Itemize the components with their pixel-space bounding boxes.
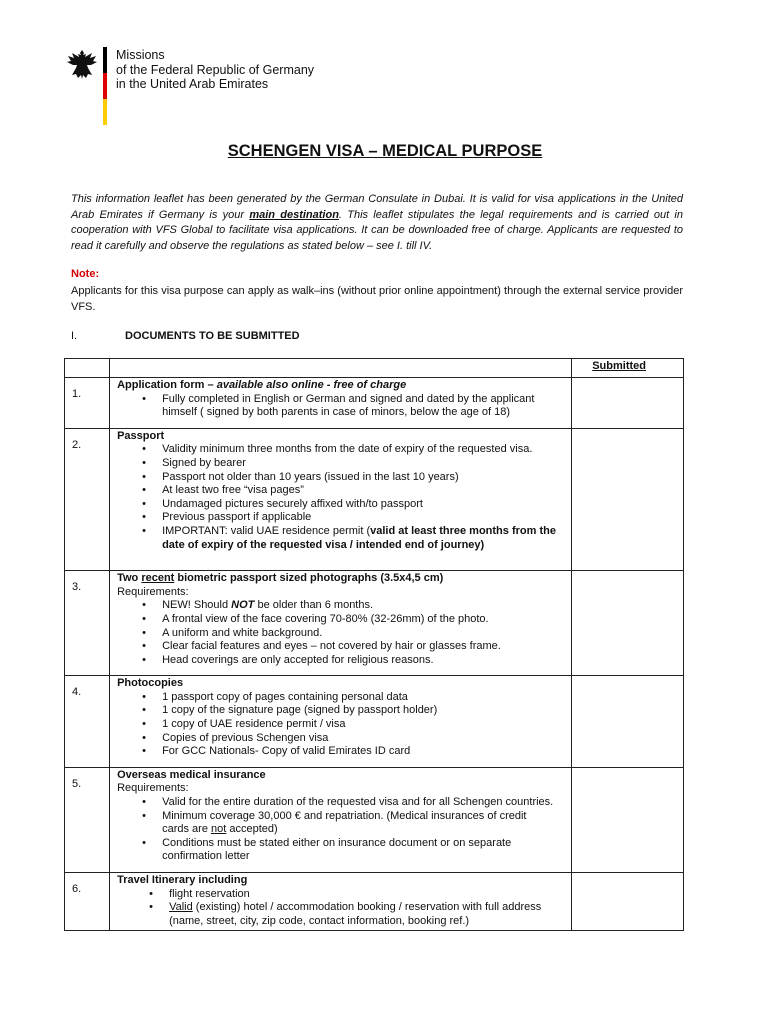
list-item-underlined: not (211, 823, 227, 836)
list-item (162, 599, 567, 613)
row-title (117, 572, 567, 586)
flag-black (103, 47, 107, 73)
list-item: • 1 copy of the signature page (signed by passport holder) (162, 704, 567, 718)
list-item (162, 525, 567, 552)
list-item: • Previous passport if applicable (162, 511, 567, 525)
federal-eagle-icon (66, 48, 98, 80)
list-item: • Conditions must be stated either on insurance document or on separate confirmation letter (162, 837, 567, 864)
row-title-underlined: recent (141, 572, 175, 585)
requirement-list (117, 393, 567, 420)
requirements-label: Requirements: (117, 585, 189, 598)
list-item-prefix: IMPORTANT: valid UAE residence permit ( (162, 524, 371, 537)
list-item-pre: NEW! Should (162, 599, 232, 612)
requirement-list (117, 443, 567, 552)
row-number: 5. (65, 767, 110, 872)
mission-name (116, 48, 314, 92)
mission-line-3: in the United Arab Emirates (116, 77, 269, 91)
submitted-checkbox-cell[interactable] (571, 571, 683, 676)
list-item-post: accepted) (226, 823, 278, 836)
mission-line-1: Missions (116, 48, 165, 62)
row-title: Passport (117, 429, 165, 442)
row-number: 4. (65, 676, 110, 768)
table-row (65, 873, 684, 931)
row-title: Travel Itinerary including (117, 874, 248, 886)
header-cell-content (110, 359, 572, 378)
intro-paragraph (71, 192, 683, 254)
german-flag-bar (103, 47, 107, 125)
submitted-header: Submitted (571, 359, 683, 378)
row-title-post: biometric passport sized photographs (3.5x4,5 cm) (174, 572, 444, 585)
submitted-checkbox-cell[interactable] (571, 767, 683, 872)
list-item-underlined: Valid (169, 901, 193, 914)
row-content (110, 378, 572, 429)
row-content (110, 676, 572, 768)
row-title: Overseas medical insurance (117, 768, 266, 781)
table-row (65, 767, 684, 872)
row-title-pre: Two (117, 572, 142, 585)
list-item (162, 810, 567, 837)
row-content (110, 428, 572, 570)
row-content (110, 571, 572, 676)
submitted-checkbox-cell[interactable] (571, 428, 683, 570)
list-item-post: (existing) hotel / accommodation booking / reservation with full address (name, street, city, zip code, contact information, booking ref.) (169, 901, 542, 927)
list-item: • Clear facial features and eyes – not covered by hair or glasses frame. (162, 640, 567, 654)
list-item: • At least two free “visa pages” (162, 484, 567, 498)
submitted-checkbox-cell[interactable] (571, 676, 683, 768)
list-item: • For GCC Nationals- Copy of valid Emirates ID card (162, 745, 567, 759)
intro-emphasis: main destination (249, 208, 339, 221)
intro-part-1: This information leaflet has been generated by the German Consulate in Dubai. It is valid for visa applications in the United Arab Emirates if Germany is your (71, 193, 683, 221)
intro-part-2: . This leaflet stipulates the legal requirements and is carried out in cooperation with VFS Global to facilitate visa applications. It can be downloaded free of charge. Applicants are requested to read it carefully and observe the regulations as stated below – see I. till IV. (71, 208, 683, 252)
row-content (110, 767, 572, 872)
row-number: 3. (65, 571, 110, 676)
list-item: • Undamaged pictures securely affixed with/to passport (162, 498, 567, 512)
row-content (110, 873, 572, 931)
note-text: Applicants for this visa purpose can apply as walk–ins (without prior online appointment) through the external service provider VFS. (71, 285, 683, 313)
row-title (117, 379, 567, 393)
section-title: DOCUMENTS TO BE SUBMITTED (125, 330, 300, 342)
row-number: 1. (65, 378, 110, 429)
mission-line-2: of the Federal Republic of Germany (116, 62, 315, 77)
list-item: • 1 passport copy of pages containing personal data (162, 691, 567, 705)
row-title: Photocopies (117, 677, 184, 690)
list-item-emphasis: NOT (231, 599, 255, 612)
list-item: • Passport not older than 10 years (issued in the last 10 years) (162, 471, 567, 485)
documents-table (64, 358, 684, 931)
list-item-post: be older than 6 months. (254, 599, 374, 612)
list-item: • Valid for the entire duration of the requested visa and for all Schengen countries. (162, 796, 567, 810)
list-item: • A frontal view of the face covering 70-80% (32-26mm) of the photo. (162, 613, 567, 627)
flag-red (103, 73, 107, 99)
table-row (65, 428, 684, 570)
note-label: Note: (71, 268, 100, 280)
row-number: 2. (65, 428, 110, 570)
list-item: • 1 copy of UAE residence permit / visa (162, 718, 567, 732)
list-item: • Validity minimum three months from the date of expiry of the requested visa. (162, 443, 567, 457)
list-item: • flight reservation (169, 888, 567, 902)
list-item: • Copies of previous Schengen visa (162, 732, 567, 746)
page-title: SCHENGEN VISA – MEDICAL PURPOSE (227, 142, 543, 160)
submitted-checkbox-cell[interactable] (571, 873, 683, 931)
row-title-italic: available also online - free of charge (216, 379, 407, 391)
list-item: • Signed by bearer (162, 457, 567, 471)
submitted-checkbox-cell[interactable] (571, 378, 683, 429)
table-header-row (65, 359, 684, 378)
requirement-list (117, 599, 567, 667)
list-item: • Head coverings are only accepted for religious reasons. (162, 654, 567, 668)
flag-gold (103, 99, 107, 125)
row-title-text: Application form – (117, 379, 217, 391)
list-item-pre: Minimum coverage 30,000 € and repatriation. (Medical insurances of credit cards are (162, 809, 527, 836)
list-item: • Fully completed in English or German and signed and dated by the applicant himself ( signed by both parents in case of minors, below the age of 18) (162, 393, 567, 420)
list-item: • A uniform and white background. (162, 627, 567, 641)
table-row (65, 571, 684, 676)
requirement-list (117, 888, 567, 929)
section-number: I. (71, 330, 78, 342)
table-row (65, 378, 684, 429)
requirement-list (117, 691, 567, 759)
requirement-list (117, 796, 567, 864)
table-row (65, 676, 684, 768)
requirements-label: Requirements: (117, 782, 189, 795)
header-cell-num (65, 359, 110, 378)
list-item (169, 901, 567, 928)
list-item-bold: valid at least three months from the date of expiry of the requested visa / intended end of journey) (162, 524, 556, 551)
row-number: 6. (65, 873, 110, 931)
